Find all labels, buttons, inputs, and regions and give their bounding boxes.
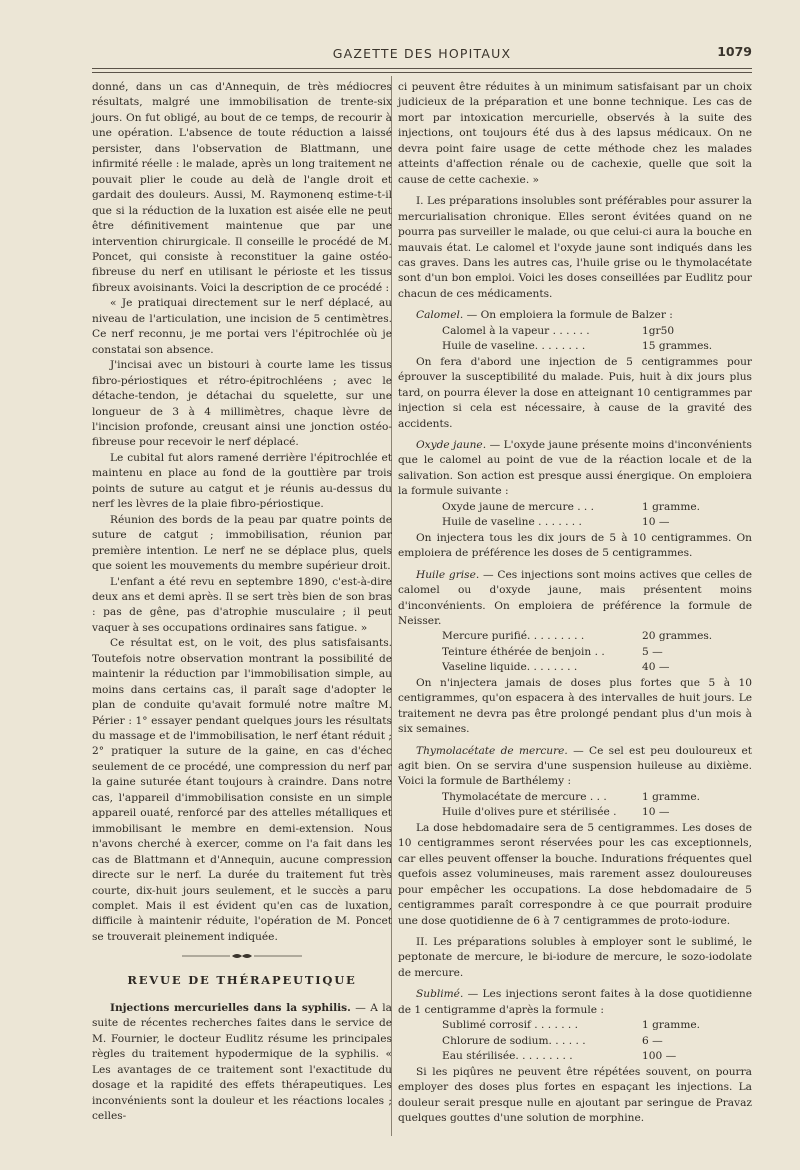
paragraph <box>92 1001 392 1125</box>
paragraph <box>398 987 752 1018</box>
ingredient: Calomel à la vapeur . . . . . . <box>442 324 590 337</box>
paragraph: II. Les préparations solubles à employer sont le sublimé, le peptonate de mercure, le bi-iodure de mercure, le sozo-iodolate de mercure. <box>398 936 752 979</box>
ingredient: Thymolacétate de mercure . . . <box>442 790 607 803</box>
paragraph: Si les piqûres ne peuvent être répétées souvent, on pourra employer des doses plus fortes en espaçant les injections. La douleur serait presque nulle en ajoutant par seringue de Pravaz quelques gouttes d'une solution de morphine. <box>398 1065 752 1124</box>
header-rule-thin <box>92 72 752 73</box>
section-ornament <box>92 951 392 963</box>
formula-row <box>442 629 752 644</box>
quantity: 6 — <box>642 1034 663 1047</box>
paragraph <box>398 438 752 500</box>
paragraph-text: — Ces injections sont moins actives que celles de calomel ou d'oxyde jaune, mais présentent moins d'inconvénients. On emploiera de préférence la formule de Neisser. <box>398 568 752 627</box>
ingredient: Mercure purifié. . . . . . . . . <box>442 630 585 643</box>
formula-row <box>442 500 752 515</box>
formula-row <box>442 805 752 820</box>
quantity: 100 — <box>642 1050 677 1063</box>
ingredient: Eau stérilisée. . . . . . . . . <box>442 1050 573 1063</box>
quantity: 1 gramme. <box>642 790 700 803</box>
paragraph: J'incisai avec un bistouri à courte lame les tissus fibro-périostiques et rétro-épitrochléens ; avec le détache-tendon, je détachai du squelette, sur une longueur de 3 à 4 millimètres, chaque lèvre de l'incision profonde, creusant ainsi une jonction ostéo-fibreuse pour recevoir le nerf déplacé. <box>92 359 392 449</box>
ingredient: Chlorure de sodium. . . . . . <box>442 1034 586 1047</box>
formula-thymolacetate <box>442 790 752 821</box>
formula-calomel <box>442 324 752 355</box>
formula-sublime <box>442 1018 752 1064</box>
subheading: Sublimé. <box>416 988 464 1001</box>
ingredient: Oxyde jaune de mercure . . . <box>442 500 595 513</box>
quantity: 15 grammes. <box>642 340 713 353</box>
formula-row <box>442 1049 752 1064</box>
subheading: Huile grise. <box>416 568 480 581</box>
paragraph: On fera d'abord une injection de 5 centigrammes pour éprouver la susceptibilité du malade. Puis, huit à dix jours plus tard, on pourra élever la dose en atteignant 10 centigrammes par injection si cela est nécessaire, à cause de la gravité des accidents. <box>398 355 752 430</box>
paragraph <box>398 744 752 790</box>
quantity: 10 — <box>642 516 670 529</box>
page-header <box>92 44 752 66</box>
subheading: Calomel. <box>416 309 464 322</box>
paragraph: Réunion des bords de la peau par quatre points de suture de catgut ; immobilisation, réunion par première intention. Le nerf ne se déplace plus, quels que soient les mouvements du membre supérieur droit. <box>92 513 392 573</box>
formula-row <box>442 339 752 354</box>
formula-row <box>442 1018 752 1033</box>
formula-oxyde <box>442 500 752 531</box>
subheading: Oxyde jaune. <box>416 438 487 451</box>
ingredient: Huile de vaseline . . . . . . . <box>442 516 582 529</box>
paragraph-text: — Les injections seront faites à la dose quotidienne de 1 centigramme d'après la formule : <box>398 988 752 1016</box>
page-number: 1079 <box>717 44 752 59</box>
quantity: 1 gramme. <box>642 500 700 513</box>
formula-row <box>442 324 752 339</box>
formula-row <box>442 645 752 660</box>
paragraph: Le cubital fut alors ramené derrière l'épitrochlée et maintenu en place au fond de la gouttière par trois points de suture au catgut et je réunis au-dessus du nerf les lèvres de la plaie fibro-périostique. <box>92 451 392 511</box>
quantity: 1gr50 <box>642 324 675 337</box>
paragraph: « Je pratiquai directement sur le nerf déplacé, au niveau de l'articulation, une incision de 5 centimètres. Ce nerf reconnu, je me portai vers l'épitrochlée où je constatai son absence. <box>92 297 392 356</box>
paragraph-text: — A la suite de récentes recherches faites dans le service de M. Fournier, le docteur Eudlitz résume les principales règles du traitement hypodermique de la syphilis. « Les avantages de ce traitement sont l'exactitude du dosage et la rapidité des effets thérapeutiques. Les inconvénients sont la douleur et les réactions locales ; celles- <box>92 1001 392 1122</box>
header-rule-thick <box>92 68 752 69</box>
paragraph: ci peuvent être réduites à un minimum satisfaisant par un choix judicieux de la préparation et une bonne technique. Les cas de mort par intoxication mercurielle, observés à la suite des injections, ont toujours été dus à des lapsus médicaux. On ne devra point faire usage de cette méthode chez les malades atteints d'affection rénale ou de cachexie, quelle que soit la cause de cette cachexie. » <box>398 81 752 186</box>
ingredient: Teinture éthérée de benjoin . . <box>442 645 605 658</box>
formula-huile-grise <box>442 629 752 675</box>
formula-row <box>442 515 752 530</box>
left-column <box>92 80 392 1124</box>
right-column <box>398 80 752 1126</box>
paragraph <box>398 568 752 630</box>
paragraph-text: — On emploiera la formule de Balzer : <box>463 309 673 322</box>
ingredient: Vaseline liquide. . . . . . . . <box>442 661 578 674</box>
paragraph-lead: Injections mercurielles dans la syphilis. <box>110 1001 351 1014</box>
ingredient: Sublimé corrosif . . . . . . . <box>442 1019 579 1032</box>
section-title: REVUE DE THÉRAPEUTIQUE <box>127 973 357 988</box>
subheading: Thymolacétate de mercure. <box>416 744 568 757</box>
quantity: 5 — <box>642 645 663 658</box>
quantity: 1 gramme. <box>642 1019 700 1032</box>
ingredient: Huile de vaseline. . . . . . . . <box>442 340 586 353</box>
paragraph: La dose hebdomadaire sera de 5 centigrammes. Les doses de 10 centigrammes seront réservées pour les cas exceptionnels, car elles peuvent offenser la bouche. Indurations fréquentes quel quefois assez volumineuses, mais rarement assez douloureuses pour empêcher les occupations. La dose hebdomadaire de 5 centigrammes paraît correspondre à ce que pourrait produire une dose quotidienne de 6 à 7 centigrammes de proto-iodure. <box>398 821 752 927</box>
formula-row <box>442 660 752 675</box>
formula-row <box>442 790 752 805</box>
paragraph: donné, dans un cas d'Annequin, de très médiocres résultats, malgré une immobilisation de trente-six jours. On fut obligé, au bout de ce temps, de recourir à une opération. L'absence de toute réduction a laissé persister, dans l'observation de Blattmann, une infirmité réelle : le malade, après un long traitement ne pouvait plier le coude au delà de l'angle droit et gardait des douleurs. Aussi, M. Raymonenq estime-t-il que si la réduction de la luxation est aisée elle ne peut être définitivement maintenue que par une intervention chirurgicale. Il conseille le procédé de M. Poncet, qui consiste à reconstituer la gaine ostéo-fibreuse du nerf en utilisant le périoste et les tissus fibreux avoisinants. Voici la description de ce procédé : <box>92 81 392 294</box>
formula-row <box>442 1034 752 1049</box>
quantity: 40 — <box>642 661 670 674</box>
paragraph: I. Les préparations insolubles sont préférables pour assurer la mercurialisation chronique. Elles seront évitées quand on ne pourra pas surveiller le malade, ou que celui-ci aura la bouche en mauvais état. Le calomel et l'oxyde jaune sont indiqués dans les cas graves. Dans les autres cas, l'huile grise ou le thymolacétate sont d'un bon emploi. Voici les doses conseillées par Eudlitz pour chacun de ces médicaments. <box>398 195 752 300</box>
journal-title: GAZETTE DES HOPITAUX <box>332 46 512 61</box>
paragraph <box>398 308 752 323</box>
quantity: 10 — <box>642 806 670 819</box>
ingredient: Huile d'olives pure et stérilisée . <box>442 806 617 819</box>
paragraph: L'enfant a été revu en septembre 1890, c'est-à-dire deux ans et demi après. Il se sert très bien de son bras : pas de gêne, pas d'atrophie musculaire ; il peut vaquer à ses occupations ordinaires sans fatigue. » <box>92 575 392 634</box>
quantity: 20 grammes. <box>642 630 713 643</box>
paragraph: On n'injectera jamais de doses plus fortes que 5 à 10 centigrammes, qu'on espacera à des intervalles de huit jours. Le traitement ne devra pas être prolongé pendant plus d'un mois à six semaines. <box>398 676 752 736</box>
paragraph-text: — L'oxyde jaune présente moins d'inconvénients que le calomel au point de vue de la réaction locale et de la salivation. Son action est presque aussi énergique. On emploiera la formule suivante : <box>398 438 752 498</box>
paragraph: On injectera tous les dix jours de 5 à 10 centigrammes. On emploiera de préférence les doses de 5 centigrammes. <box>398 531 752 560</box>
paragraph-text: — Ce sel est peu douloureux et agit bien. On se servira d'une suspension huileuse au dixième. Voici la formule de Barthélemy : <box>398 744 752 788</box>
paragraph: Ce résultat est, on le voit, des plus satisfaisants. Toutefois notre observation montrant la possibilité de maintenir la réduction par l'immobilisation simple, au moins dans certains cas, il paraît sage d'adopter le plan de conduite qu'avait formulé notre maître M. Périer : 1° essayer pendant quelques jours les résultats du massage et de l'immobilisation, le nerf étant réduit ; 2° pratiquer la suture de la gaine, en cas d'échec seulement de ce procédé, une compression du nerf par la gaine suturée étant toujours à craindre. Dans notre cas, l'appareil d'immobilisation consiste en un simple appareil ouaté, renforcé par des attelles métalliques et immobilisant le membre en demi-extension. Nous n'avons cherché à exercer, comme on l'a fait dans les cas de Blattmann et d'Annequin, aucune compression directe sur le nerf. La durée du traitement fut très courte, dix-huit jours seulement, et le succès a paru complet. Mais il est évident qu'en cas de luxation, difficile à maintenir réduite, l'opération de M. Poncet se trouverait pleinement indiquée. <box>92 637 392 943</box>
